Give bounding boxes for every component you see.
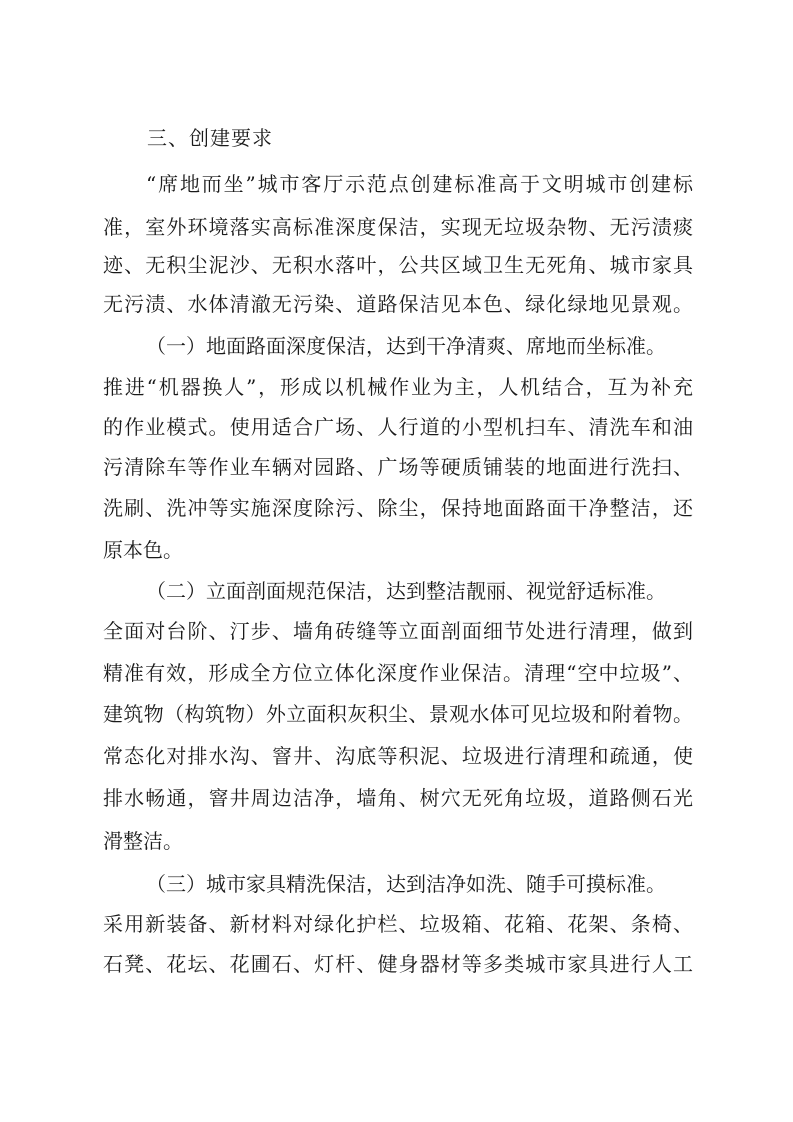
paragraph-3-line-3: 精准有效，形成全方位立体化深度作业保洁。清理“空中垃圾”、 <box>103 661 693 685</box>
paragraph-3-line-5: 常态化对排水沟、窨井、沟底等积泥、垃圾进行清理和疏通，使 <box>103 744 693 768</box>
paragraph-3-line-4: 建筑物（构筑物）外立面积灰积尘、景观水体可见垃圾和附着物。 <box>103 702 693 726</box>
paragraph-3-line-7: 滑整洁。 <box>103 829 183 853</box>
paragraph-3-line-2: 全面对台阶、汀步、墙角砖缝等立面剖面细节处进行清理，做到 <box>103 619 693 643</box>
paragraph-4-line-3: 石凳、花坛、花圃石、灯杆、健身器材等多类城市家具进行人工 <box>103 952 693 976</box>
paragraph-2-line-3: 的作业模式。使用适合广场、人行道的小型机扫车、清洗车和油 <box>103 415 693 439</box>
paragraph-2-line-4: 污清除车等作业车辆对园路、广场等硬质铺装的地面进行洗扫、 <box>103 455 693 479</box>
paragraph-2-line-5: 洗刷、洗冲等实施深度除污、除尘，保持地面路面干净整洁，还 <box>103 496 693 520</box>
paragraph-1-line-4: 无污渍、水体清澈无污染、道路保洁见本色、绿化绿地见景观。 <box>103 292 693 316</box>
paragraph-1-line-3: 迹、无积尘泥沙、无积水落叶，公共区域卫生无死角、城市家具 <box>103 253 693 277</box>
paragraph-2-line-1: （一）地面路面深度保洁，达到干净清爽、席地而坐标准。 <box>146 334 666 358</box>
paragraph-4-line-1: （三）城市家具精洗保洁，达到洁净如洗、随手可摸标准。 <box>146 872 666 896</box>
paragraph-2-line-6: 原本色。 <box>103 538 183 562</box>
section-heading: 三、创建要求 <box>147 126 273 150</box>
paragraph-1-line-1: “席地而坐”城市客厅示范点创建标准高于文明城市创建标 <box>146 172 693 196</box>
paragraph-3-line-6: 排水畅通，窨井周边洁净，墙角、树穴无死角垃圾，道路侧石光 <box>103 786 693 810</box>
paragraph-1-line-2: 准，室外环境落实高标准深度保洁，实现无垃圾杂物、无污渍痰 <box>103 215 693 239</box>
paragraph-3-line-1: （二）立面剖面规范保洁，达到整洁靓丽、视觉舒适标准。 <box>146 579 666 603</box>
paragraph-4-line-2: 采用新装备、新材料对绿化护栏、垃圾箱、花箱、花架、条椅、 <box>103 912 693 936</box>
paragraph-2-line-2: 推进“机器换人”，形成以机械作业为主，人机结合，互为补充 <box>103 375 693 399</box>
